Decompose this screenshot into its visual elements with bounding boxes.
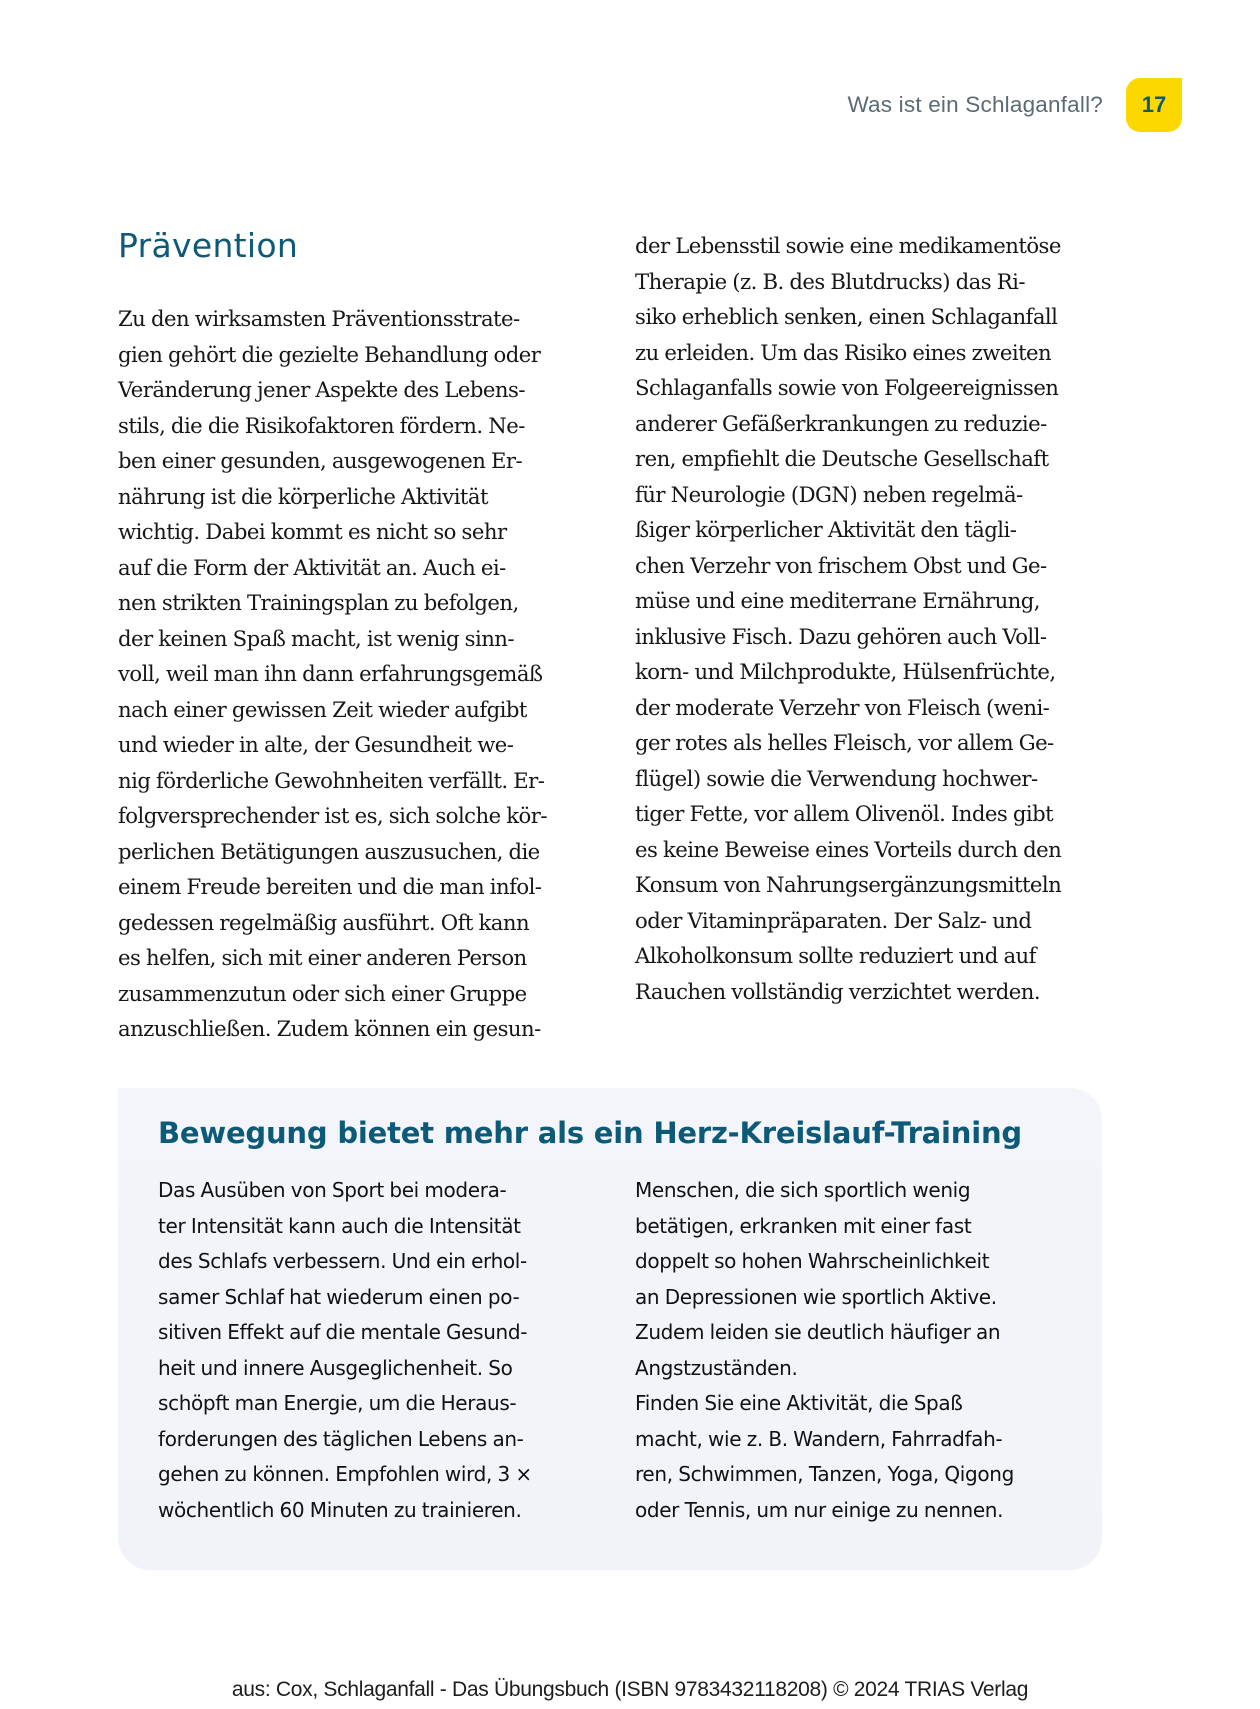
text-line: sitiven Effekt auf die mentale Gesund- bbox=[158, 1320, 528, 1344]
text-line: müse und eine mediterrane Ernährung, bbox=[635, 588, 1040, 613]
text-line: der keinen Spaß macht, ist wenig sinn- bbox=[118, 625, 514, 651]
text-line: auf die Form der Aktivität an. Auch ei- bbox=[118, 554, 506, 580]
info-box-column-right bbox=[635, 1173, 1014, 1528]
text-line: anzuschließen. Zudem können ein gesun- bbox=[118, 1016, 541, 1041]
text-line: perlichen Betätigungen auszusuchen, die bbox=[118, 838, 540, 864]
text-line: ren, Schwimmen, Tanzen, Yoga, Qigong bbox=[635, 1462, 1014, 1486]
text-line: der moderate Verzehr von Fleisch (weni- bbox=[635, 694, 1050, 720]
text-line: wöchentlich 60 Minuten zu trainieren. bbox=[158, 1497, 522, 1522]
text-line: nährung ist die körperliche Aktivität bbox=[118, 483, 488, 509]
text-line: Konsum von Nahrungsergänzungsmitteln bbox=[635, 872, 1062, 897]
copyright-footer: aus: Cox, Schlaganfall - Das Übungsbuch (ISBN 9783432118208) © 2024 TRIAS Verlag bbox=[231, 1678, 1029, 1701]
text-line: samer Schlaf hat wiederum einen po- bbox=[158, 1284, 520, 1309]
text-line: und wieder in alte, der Gesundheit we- bbox=[118, 732, 514, 757]
text-line: betätigen, erkranken mit einer fast bbox=[635, 1213, 972, 1238]
info-box-title: Bewegung bietet mehr als ein Herz-Kreislauf-Training bbox=[158, 1116, 1022, 1150]
text-line: es helfen, sich mit einer anderen Person bbox=[118, 945, 527, 970]
text-line: inklusive Fisch. Dazu gehören auch Voll- bbox=[635, 623, 1047, 649]
text-line: Therapie (z. B. des Blutdrucks) das Ri- bbox=[635, 268, 1025, 294]
text-line: nen strikten Trainingsplan zu befolgen, bbox=[118, 590, 519, 615]
text-line: Schlaganfalls sowie von Folgeereignissen bbox=[635, 375, 1059, 400]
text-line: an Depressionen wie sportlich Aktive. bbox=[635, 1284, 997, 1309]
text-line: voll, weil man ihn dann erfahrungsgemäß bbox=[118, 661, 543, 686]
text-line: oder Tennis, um nur einige zu nennen. bbox=[635, 1497, 1004, 1522]
page-number: 17 bbox=[1141, 92, 1167, 117]
text-line: wichtig. Dabei kommt es nicht so sehr bbox=[118, 519, 507, 544]
text-line: Angstzuständen. bbox=[635, 1355, 798, 1380]
text-line: flügel) sowie die Verwendung hochwer- bbox=[635, 765, 1038, 791]
text-line: ren, empfiehlt die Deutsche Gesellschaft bbox=[635, 446, 1049, 471]
text-line: nach einer gewissen Zeit wieder aufgibt bbox=[118, 696, 527, 722]
text-line: gehen zu können. Empfohlen wird, 3 × bbox=[158, 1462, 532, 1486]
text-line: zusammenzutun oder sich einer Gruppe bbox=[118, 980, 527, 1006]
text-line: Zudem leiden sie deutlich häufiger an bbox=[635, 1320, 1001, 1344]
text-line: anderer Gefäßerkrankungen zu reduzie- bbox=[635, 410, 1047, 436]
text-line: Menschen, die sich sportlich wenig bbox=[635, 1178, 971, 1202]
text-line: gien gehört die gezielte Behandlung oder bbox=[118, 341, 541, 367]
text-line: Alkoholkonsum sollte reduziert und auf bbox=[635, 943, 1036, 968]
text-line: für Neurologie (DGN) neben regelmä- bbox=[635, 481, 1023, 507]
text-line: oder Vitaminpräparaten. Der Salz- und bbox=[635, 907, 1032, 933]
text-line: es keine Beweise eines Vorteils durch den bbox=[635, 836, 1062, 862]
text-line: siko erheblich senken, einen Schlaganfall bbox=[635, 304, 1058, 329]
text-line: schöpft man Energie, um die Heraus- bbox=[158, 1391, 517, 1415]
text-line: folgversprechender ist es, sich solche kör- bbox=[118, 803, 547, 828]
text-line: der Lebensstil sowie eine medikamentöse bbox=[635, 233, 1061, 258]
text-line: chen Verzehr von frischem Obst und Ge- bbox=[635, 552, 1047, 578]
body-column-left bbox=[118, 301, 547, 1047]
text-line: ter Intensität kann auch die Intensität bbox=[158, 1213, 521, 1238]
text-line: tiger Fette, vor allem Olivenöl. Indes gibt bbox=[635, 801, 1054, 826]
text-line: forderungen des täglichen Lebens an- bbox=[158, 1426, 524, 1451]
info-box-column-left bbox=[158, 1173, 532, 1528]
text-line: Zu den wirksamsten Präventionsstrate- bbox=[118, 306, 520, 331]
text-line: zu erleiden. Um das Risiko eines zweiten bbox=[635, 339, 1052, 365]
text-line: Rauchen vollständig verzichtet werden. bbox=[635, 978, 1041, 1004]
text-line: macht, wie z. B. Wandern, Fahrradfah- bbox=[635, 1426, 1003, 1451]
text-line: ger rotes als helles Fleisch, vor allem Ge- bbox=[635, 730, 1054, 755]
text-line: des Schlafs verbessern. Und ein erhol- bbox=[158, 1249, 527, 1273]
text-line: gedessen regelmäßig ausführt. Oft kann bbox=[118, 909, 530, 935]
text-line: ben einer gesunden, ausgewogenen Er- bbox=[118, 448, 523, 473]
text-line: Veränderung jener Aspekte des Lebens- bbox=[118, 377, 525, 402]
text-line: Finden Sie eine Aktivität, die Spaß bbox=[635, 1391, 963, 1415]
page-number-badge bbox=[1126, 78, 1182, 132]
text-line: ßiger körperlicher Aktivität den tägli- bbox=[635, 517, 1017, 542]
text-line: doppelt so hohen Wahrscheinlichkeit bbox=[635, 1249, 990, 1273]
text-line: nig förderliche Gewohnheiten verfällt. Er- bbox=[118, 767, 545, 793]
running-head-title: Was ist ein Schlaganfall? bbox=[847, 92, 1103, 117]
info-box bbox=[118, 1088, 1102, 1570]
text-line: einem Freude bereiten und die man infol- bbox=[118, 874, 542, 899]
section-title: Prävention bbox=[118, 226, 299, 265]
text-line: Das Ausüben von Sport bei modera- bbox=[158, 1178, 507, 1202]
text-line: korn- und Milchprodukte, Hülsenfrüchte, bbox=[635, 659, 1056, 684]
text-line: heit und innere Ausgeglichenheit. So bbox=[158, 1355, 513, 1380]
text-line: stils, die die Risikofaktoren fördern. Ne- bbox=[118, 412, 525, 438]
body-column-right bbox=[635, 228, 1061, 1009]
